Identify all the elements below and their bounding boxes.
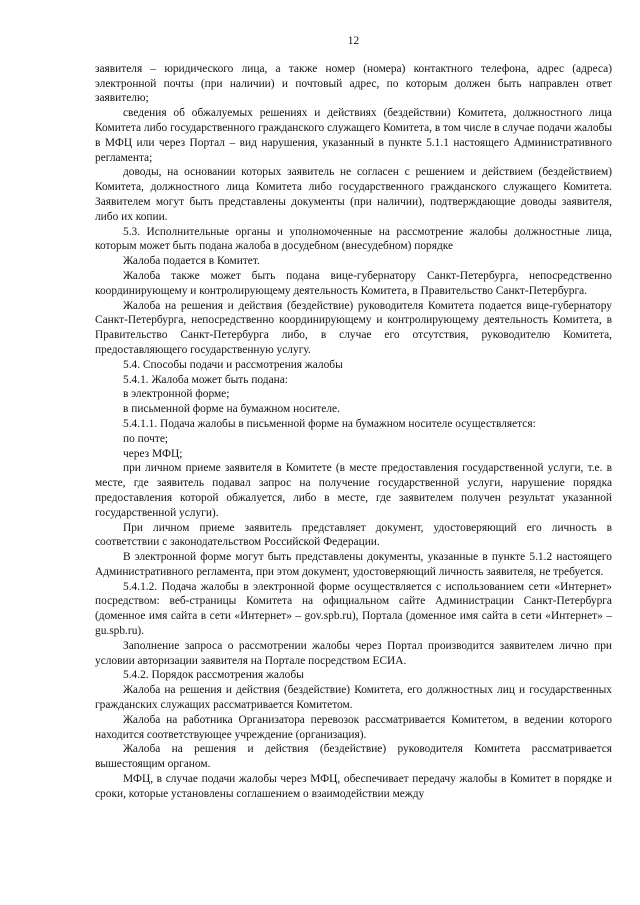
paragraph: сведения об обжалуемых решениях и действиях (бездействии) Комитета, должностного лица Комитета либо государственного гражданского служащего Комитета, в том числе в случае подачи жалобы в МФЦ или через Портал – вид нарушения, указанный в пункте 5.1.1 настоящего Административного регламента; <box>95 107 612 164</box>
paragraph: Жалоба на решения и действия (бездействие) руководителя Комитета подается вице-губернатору Санкт-Петербурга, непосредственно координирующему и контролирующему деятельность Комитета, в Правительство Санкт-Петербурга либо, в случае его отсутствия, руководителю Комитета, предоставляющего государственную услугу. <box>95 299 612 356</box>
paragraph: заявителя – юридического лица, а также номер (номера) контактного телефона, адрес (адреса) электронной почты (при наличии) и почтовый адрес, по которым должен быть направлен ответ заявителю; <box>95 62 612 105</box>
paragraph: 5.4. Способы подачи и рассмотрения жалобы <box>123 358 343 371</box>
paragraph: 5.4.1.2. Подача жалобы в электронной форме осуществляется с использованием сети «Интернет» посредством: веб-страницы Комитета на официальном сайте Администрации Санкт-Петербурга (доменное имя сайта в сети «Интернет» – gov.spb.ru), Портала (доменное имя сайта в сети «Интернет» – gu.spb.ru). <box>95 580 612 638</box>
paragraph: Жалоба также может быть подана вице-губернатору Санкт-Петербурга, непосредственно координирующему и контролирующему деятельность Комитета, в Правительство Санкт-Петербурга. <box>95 269 612 297</box>
paragraph: В электронной форме могут быть представлены документы, указанные в пункте 5.1.2 настоящего Административного регламента, при этом документ, удостоверяющий личность заявителя, не требуется. <box>95 551 612 578</box>
paragraph: 5.4.2. Порядок рассмотрения жалобы <box>123 669 304 682</box>
page-number: 12 <box>347 35 360 47</box>
paragraph: Жалоба на решения и действия (бездействие) Комитета, его должностных лиц и государственных гражданских служащих рассматривается Комитетом. <box>95 684 612 712</box>
paragraph: 5.4.1. Жалоба может быть подана: <box>123 373 288 386</box>
paragraph: Заполнение запроса о рассмотрении жалобы через Портал производится заявителем лично при условии авторизации заявителя на Портале посредством ЕСИА. <box>95 639 612 667</box>
paragraph: в электронной форме; <box>123 388 230 401</box>
paragraph: При личном приеме заявитель представляет документ, удостоверяющий его личность в соответствии с законодательством Российской Федерации. <box>95 521 612 549</box>
paragraph: при личном приеме заявителя в Комитете (в месте предоставления государственной услуги, т.е. в месте, где заявитель подавал запрос на получение государственной услуги, нарушение порядка предоставления которой обжалуется, либо в месте, где заявителем получен результат указанной государственной услуги). <box>95 462 612 519</box>
paragraph: Жалоба на решения и действия (бездействие) руководителя Комитета рассматривается вышестоящим органом. <box>95 743 612 771</box>
paragraph: через МФЦ; <box>123 447 183 460</box>
paragraph: Жалоба подается в Комитет. <box>123 255 260 268</box>
paragraph: Жалоба на работника Организатора перевозок рассматривается Комитетом, в ведении которого находится соответствующее учреждение (организация). <box>95 713 612 741</box>
paragraph: 5.4.1.1. Подача жалобы в письменной форме на бумажном носителе осуществляется: <box>123 417 536 430</box>
paragraph: МФЦ, в случае подачи жалобы через МФЦ, обеспечивает передачу жалобы в Комитет в порядке и сроки, которые установлены соглашением о взаимодействии между <box>95 773 612 800</box>
paragraph: по почте; <box>123 432 169 445</box>
paragraph: 5.3. Исполнительные органы и уполномоченные на рассмотрение жалобы должностные лица, которым может быть подана жалоба в досудебном (внесудебном) порядке <box>95 225 612 253</box>
paragraph: доводы, на основании которых заявитель не согласен с решением и действием (бездействием) Комитета, должностного лица Комитета либо государственного гражданского служащего Комитета. Заявителем могут быть представлены документы (при наличии), подтверждающие доводы заявителя, либо их копии. <box>95 166 612 223</box>
document-body <box>95 62 612 802</box>
paragraph: в письменной форме на бумажном носителе. <box>123 403 340 416</box>
